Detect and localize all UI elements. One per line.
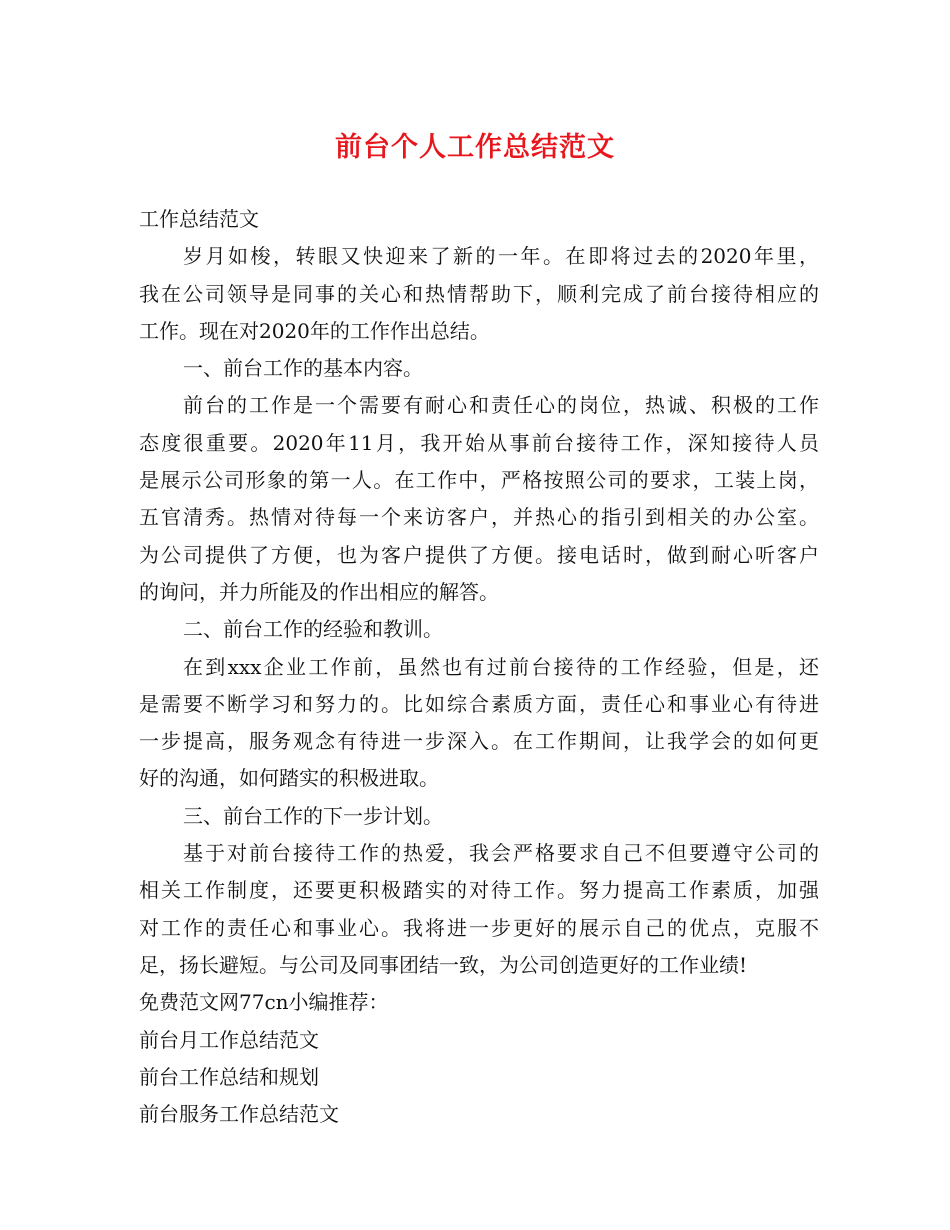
text-line: 为公司提供了方便，也为客户提供了方便。接电话时，做到耐心听客户 <box>139 542 819 567</box>
text-line: 岁月如梭，转眼又快迎来了新的一年。在即将过去的2020年里， <box>183 244 819 269</box>
text-line: 足，扬长避短。与公司及同事团结一致，为公司创造更好的工作业绩! <box>139 952 748 977</box>
text-line: 三、前台工作的下一步计划。 <box>183 803 443 828</box>
text-line: 一步提高，服务观念有待进一步深入。在工作期间，让我学会的如何更 <box>139 729 819 754</box>
text-line: 基于对前台接待工作的热爱，我会严格要求自己不但要遵守公司的 <box>183 841 819 866</box>
text-line: 免费范文网77cn小编推荐： <box>139 990 389 1015</box>
text-line: 是展示公司形象的第一人。在工作中，严格按照公司的要求，工装上岗， <box>139 468 819 493</box>
text-line: 前台服务工作总结范文 <box>139 1102 339 1127</box>
text-line: 工作总结范文 <box>139 207 259 231</box>
text-line: 前台月工作总结范文 <box>139 1027 319 1052</box>
text-line: 对工作的责任心和事业心。我将进一步更好的展示自己的优点，克服不 <box>139 915 819 940</box>
document-title: 前台个人工作总结范文 <box>335 132 615 163</box>
text-line: 前台工作总结和规划 <box>139 1064 319 1089</box>
text-line: 相关工作制度，还要更积极踏实的对待工作。努力提高工作素质，加强 <box>139 878 819 903</box>
text-line: 二、前台工作的经验和教训。 <box>183 617 443 642</box>
text-line: 工作。现在对2020年的工作作出总结。 <box>139 318 490 343</box>
text-line: 我在公司领导是同事的关心和热情帮助下，顺利完成了前台接待相应的 <box>139 281 819 306</box>
document-body <box>139 201 819 1133</box>
text-line: 态度很重要。2020年11月，我开始从事前台接待工作，深知接待人员 <box>139 430 819 455</box>
text-line: 前台的工作是一个需要有耐心和责任心的岗位，热诚、积极的工作 <box>183 393 819 418</box>
text-line: 一、前台工作的基本内容。 <box>183 356 423 381</box>
text-line: 在到xxx企业工作前，虽然也有过前台接待的工作经验，但是，还 <box>183 654 819 679</box>
text-line: 五官清秀。热情对待每一个来访客户，并热心的指引到相关的办公室。 <box>139 505 819 530</box>
text-line: 是需要不断学习和努力的。比如综合素质方面，责任心和事业心有待进 <box>139 691 819 716</box>
text-line: 好的沟通，如何踏实的积极进取。 <box>139 766 439 791</box>
text-line: 的询问，并力所能及的作出相应的解答。 <box>139 579 499 604</box>
